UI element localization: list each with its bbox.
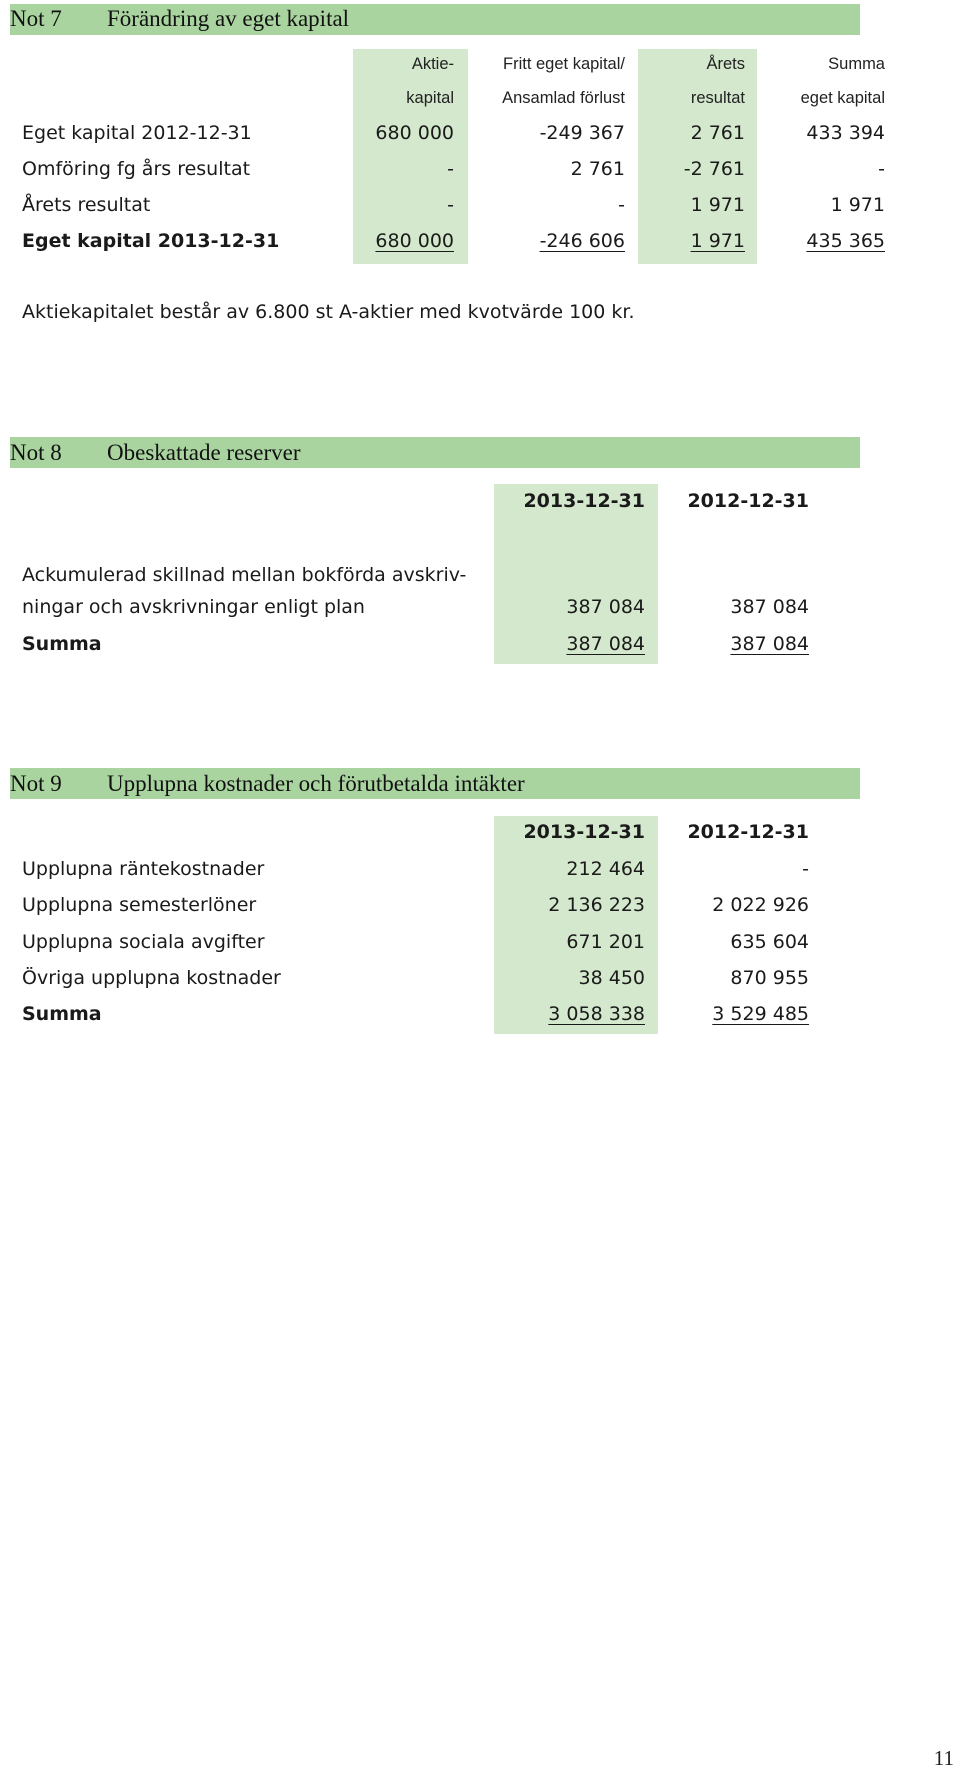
note7-col-header-3b: resultat xyxy=(690,89,745,107)
note7-total-cell: -246 606 xyxy=(539,230,625,252)
note7-col-header-1b: kapital xyxy=(406,89,454,107)
note9-cell: 635 604 xyxy=(730,931,809,953)
note7-col-header-4b: eget kapital xyxy=(800,89,885,107)
note7-cell: 433 394 xyxy=(806,122,885,144)
note9-total-cell: 3 529 485 xyxy=(712,1003,809,1025)
note9-cell: 671 201 xyxy=(566,931,645,953)
note7-cell: 1 971 xyxy=(830,194,885,216)
note8-total-cell: 387 084 xyxy=(566,633,645,655)
note9-cell: 2 022 926 xyxy=(712,894,809,916)
note8-title: Obeskattade reserver xyxy=(107,440,301,465)
note7-cell: - xyxy=(447,158,454,180)
note7-number: Not 7 xyxy=(10,6,62,31)
note9-col-shade-current xyxy=(494,816,658,1034)
note8-total-label: Summa xyxy=(22,633,102,655)
note9-col-header-current: 2013-12-31 xyxy=(523,821,645,843)
note7-col-header-1a: Aktie- xyxy=(411,55,454,73)
note7-col-header-2a: Fritt eget kapital/ xyxy=(503,55,625,73)
note7-col-header-2b: Ansamlad förlust xyxy=(502,89,625,107)
note8-row-label-line2: ningar och avskrivningar enligt plan xyxy=(22,596,365,618)
page-number: 11 xyxy=(933,1746,954,1770)
note9-number: Not 9 xyxy=(10,771,62,796)
note9-cell: 212 464 xyxy=(566,858,645,880)
note9-row-label: Upplupna sociala avgifter xyxy=(22,931,265,953)
note7-cell: 2 761 xyxy=(690,122,745,144)
note7-col-header-4a: Summa xyxy=(828,55,885,73)
note8-col-header-current: 2013-12-31 xyxy=(523,490,645,512)
note7-row-label: Årets resultat xyxy=(22,194,151,216)
note9-total-cell: 3 058 338 xyxy=(548,1003,645,1025)
note9-row-label: Övriga upplupna kostnader xyxy=(22,967,281,989)
note7-cell: 680 000 xyxy=(375,122,454,144)
note8-total-cell: 387 084 xyxy=(730,633,809,655)
note9-total-label: Summa xyxy=(22,1003,102,1025)
note8-cell: 387 084 xyxy=(566,596,645,618)
note7-row-label: Eget kapital 2012-12-31 xyxy=(22,122,252,144)
note7-cell: - xyxy=(878,158,885,180)
note9-cell: 2 136 223 xyxy=(548,894,645,916)
note7-total-cell: 435 365 xyxy=(806,230,885,252)
note7-row-label: Omföring fg års resultat xyxy=(22,158,251,180)
note7-cell: 1 971 xyxy=(690,194,745,216)
note7-footnote: Aktiekapitalet består av 6.800 st A-aktier med kvotvärde 100 kr. xyxy=(22,301,635,323)
note7-cell: -249 367 xyxy=(539,122,625,144)
note7-total-cell: 680 000 xyxy=(375,230,454,252)
note9-cell: 38 450 xyxy=(578,967,645,989)
note7-total-label: Eget kapital 2013-12-31 xyxy=(22,230,280,252)
note9-cell: - xyxy=(802,858,809,880)
note7-cell: - xyxy=(618,194,625,216)
note7-col-header-3a: Årets xyxy=(706,55,745,73)
note8-cell: 387 084 xyxy=(730,596,809,618)
note7-title: Förändring av eget kapital xyxy=(107,6,350,31)
note9-col-header-previous: 2012-12-31 xyxy=(687,821,809,843)
note9-title: Upplupna kostnader och förutbetalda intäkter xyxy=(107,771,525,796)
note9-row-label: Upplupna räntekostnader xyxy=(22,858,265,880)
note7-total-cell: 1 971 xyxy=(690,230,745,252)
note8-col-header-previous: 2012-12-31 xyxy=(687,490,809,512)
note8-number: Not 8 xyxy=(10,440,62,465)
note9-cell: 870 955 xyxy=(730,967,809,989)
note7-cell: 2 761 xyxy=(570,158,625,180)
note9-row-label: Upplupna semesterlöner xyxy=(22,894,257,916)
note7-cell: - xyxy=(447,194,454,216)
note8-row-label-line1: Ackumulerad skillnad mellan bokförda avskriv- xyxy=(22,564,467,586)
note7-cell: -2 761 xyxy=(683,158,745,180)
